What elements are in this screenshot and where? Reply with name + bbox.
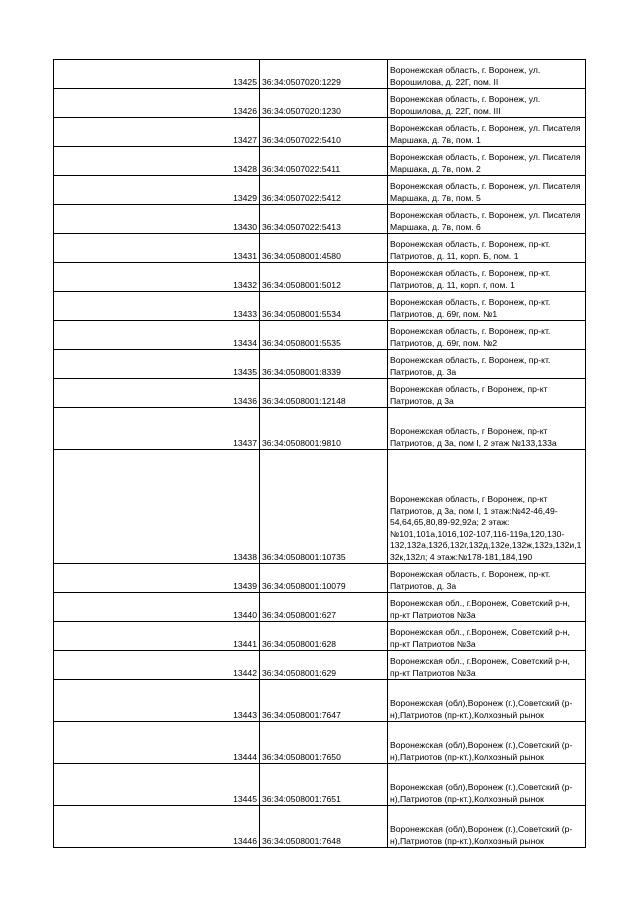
table-row <box>54 564 586 593</box>
table-row <box>54 147 586 176</box>
row-number-cell: 13438 <box>54 450 260 564</box>
row-number-cell: 13443 <box>54 680 260 722</box>
row-number-cell: 13429 <box>54 176 260 205</box>
row-number-cell: 13445 <box>54 764 260 806</box>
table-row <box>54 622 586 651</box>
address-cell: Воронежская область, г. Воронеж, пр-кт. Патриотов, д. 3а <box>388 564 586 593</box>
table-row <box>54 89 586 118</box>
row-number-cell: 13440 <box>54 593 260 622</box>
row-number-cell: 13439 <box>54 564 260 593</box>
address-cell: Воронежская область, г. Воронеж, пр-кт. Патриотов, д. 3а <box>388 350 586 379</box>
row-number-cell: 13434 <box>54 321 260 350</box>
cadastral-number-cell: 36:34:0507020:1230 <box>260 89 388 118</box>
cadastral-number-cell: 36:34:0508001:12148 <box>260 379 388 408</box>
row-number-cell: 13427 <box>54 118 260 147</box>
cadastral-number-cell: 36:34:0508001:627 <box>260 593 388 622</box>
address-cell: Воронежская область, г. Воронеж, ул. Ворошилова, д. 22Г, пом. II <box>388 60 586 89</box>
cadastral-number-cell: 36:34:0508001:8339 <box>260 350 388 379</box>
table-row <box>54 321 586 350</box>
property-registry-table <box>53 59 586 848</box>
table-row <box>54 176 586 205</box>
row-number-cell: 13435 <box>54 350 260 379</box>
cadastral-number-cell: 36:34:0508001:629 <box>260 651 388 680</box>
row-number-cell: 13446 <box>54 806 260 848</box>
table-row <box>54 118 586 147</box>
table-row <box>54 263 586 292</box>
address-cell: Воронежская (обл),Воронеж (г.),Советский (р-н),Патриотов (пр-кт.),Колхозный рынок <box>388 764 586 806</box>
cadastral-number-cell: 36:34:0508001:5012 <box>260 263 388 292</box>
cadastral-number-cell: 36:34:0508001:10735 <box>260 450 388 564</box>
address-cell: Воронежская область, г. Воронеж, пр-кт. Патриотов, д. 69г, пом. №2 <box>388 321 586 350</box>
address-cell: Воронежская область, г. Воронеж, ул. Писателя Маршака, д. 7в, пом. 2 <box>388 147 586 176</box>
table-row <box>54 450 586 564</box>
row-number-cell: 13428 <box>54 147 260 176</box>
address-cell: Воронежская обл., г.Воронеж, Советский р-н, пр-кт Патриотов №3а <box>388 622 586 651</box>
table-row <box>54 680 586 722</box>
cadastral-number-cell: 36:34:0507022:5413 <box>260 205 388 234</box>
row-number-cell: 13442 <box>54 651 260 680</box>
table-row <box>54 379 586 408</box>
table-row <box>54 60 586 89</box>
cadastral-number-cell: 36:34:0508001:9810 <box>260 408 388 450</box>
address-cell: Воронежская обл., г.Воронеж, Советский р-н, пр-кт Патриотов №3а <box>388 593 586 622</box>
address-cell: Воронежская (обл),Воронеж (г.),Советский (р-н),Патриотов (пр-кт.),Колхозный рынок <box>388 806 586 848</box>
row-number-cell: 13444 <box>54 722 260 764</box>
row-number-cell: 13430 <box>54 205 260 234</box>
address-cell: Воронежская область, г. Воронеж, пр-кт. Патриотов, д. 69г, пом. №1 <box>388 292 586 321</box>
cadastral-number-cell: 36:34:0508001:7647 <box>260 680 388 722</box>
row-number-cell: 13433 <box>54 292 260 321</box>
table-row <box>54 350 586 379</box>
table-row <box>54 722 586 764</box>
address-cell: Воронежская область, г. Воронеж, ул. Писателя Маршака, д. 7в, пом. 5 <box>388 176 586 205</box>
row-number-cell: 13426 <box>54 89 260 118</box>
cadastral-number-cell: 36:34:0508001:5534 <box>260 292 388 321</box>
table-row <box>54 764 586 806</box>
row-number-cell: 13436 <box>54 379 260 408</box>
address-cell: Воронежская область, г Воронеж, пр-кт Патриотов, д 3а, пом I, 2 этаж №133,133а <box>388 408 586 450</box>
cadastral-number-cell: 36:34:0507022:5411 <box>260 147 388 176</box>
cadastral-number-cell: 36:34:0508001:5535 <box>260 321 388 350</box>
address-cell: Воронежская область, г. Воронеж, ул. Писателя Маршака, д. 7в, пом. 1 <box>388 118 586 147</box>
row-number-cell: 13441 <box>54 622 260 651</box>
cadastral-number-cell: 36:34:0507022:5412 <box>260 176 388 205</box>
table-row <box>54 292 586 321</box>
address-cell: Воронежская (обл),Воронеж (г.),Советский (р-н),Патриотов (пр-кт.),Колхозный рынок <box>388 680 586 722</box>
address-cell: Воронежская область, г. Воронеж, ул. Писателя Маршака, д. 7в, пом. 6 <box>388 205 586 234</box>
address-cell: Воронежская область, г Воронеж, пр-кт Патриотов, д 3а, пом I, 1 этаж:№42-46,49-54,64,65,80,89-92,92а; 2 этаж:№101,101а,1016,102-107,116-119а,120,130-132,132а,132б,132г,132д,132е,132ж,132з,132и,132к,132л; 4 этаж:№178-181,184,190 <box>388 450 586 564</box>
cadastral-number-cell: 36:34:0508001:10079 <box>260 564 388 593</box>
table-row <box>54 651 586 680</box>
cadastral-number-cell: 36:34:0507020:1229 <box>260 60 388 89</box>
row-number-cell: 13432 <box>54 263 260 292</box>
table-row <box>54 593 586 622</box>
address-cell: Воронежская область, г. Воронеж, ул. Ворошилова, д. 22Г, пом. III <box>388 89 586 118</box>
address-cell: Воронежская (обл),Воронеж (г.),Советский (р-н),Патриотов (пр-кт.),Колхозный рынок <box>388 722 586 764</box>
cadastral-number-cell: 36:34:0508001:7648 <box>260 806 388 848</box>
address-cell: Воронежская область, г. Воронеж, пр-кт. Патриотов, д. 11, корп. г, пом. 1 <box>388 263 586 292</box>
cadastral-number-cell: 36:34:0508001:7650 <box>260 722 388 764</box>
table-row <box>54 234 586 263</box>
table-row <box>54 806 586 848</box>
cadastral-number-cell: 36:34:0508001:4580 <box>260 234 388 263</box>
address-cell: Воронежская область, г Воронеж, пр-кт Патриотов, д 3а <box>388 379 586 408</box>
row-number-cell: 13431 <box>54 234 260 263</box>
cadastral-number-cell: 36:34:0508001:628 <box>260 622 388 651</box>
cadastral-number-cell: 36:34:0508001:7651 <box>260 764 388 806</box>
row-number-cell: 13425 <box>54 60 260 89</box>
address-cell: Воронежская область, г. Воронеж, пр-кт. Патриотов, д. 11, корп. Б, пом. 1 <box>388 234 586 263</box>
table-row <box>54 205 586 234</box>
address-cell: Воронежская обл., г.Воронеж, Советский р-н, пр-кт Патриотов №3а <box>388 651 586 680</box>
table-row <box>54 408 586 450</box>
row-number-cell: 13437 <box>54 408 260 450</box>
cadastral-number-cell: 36:34:0507022:5410 <box>260 118 388 147</box>
